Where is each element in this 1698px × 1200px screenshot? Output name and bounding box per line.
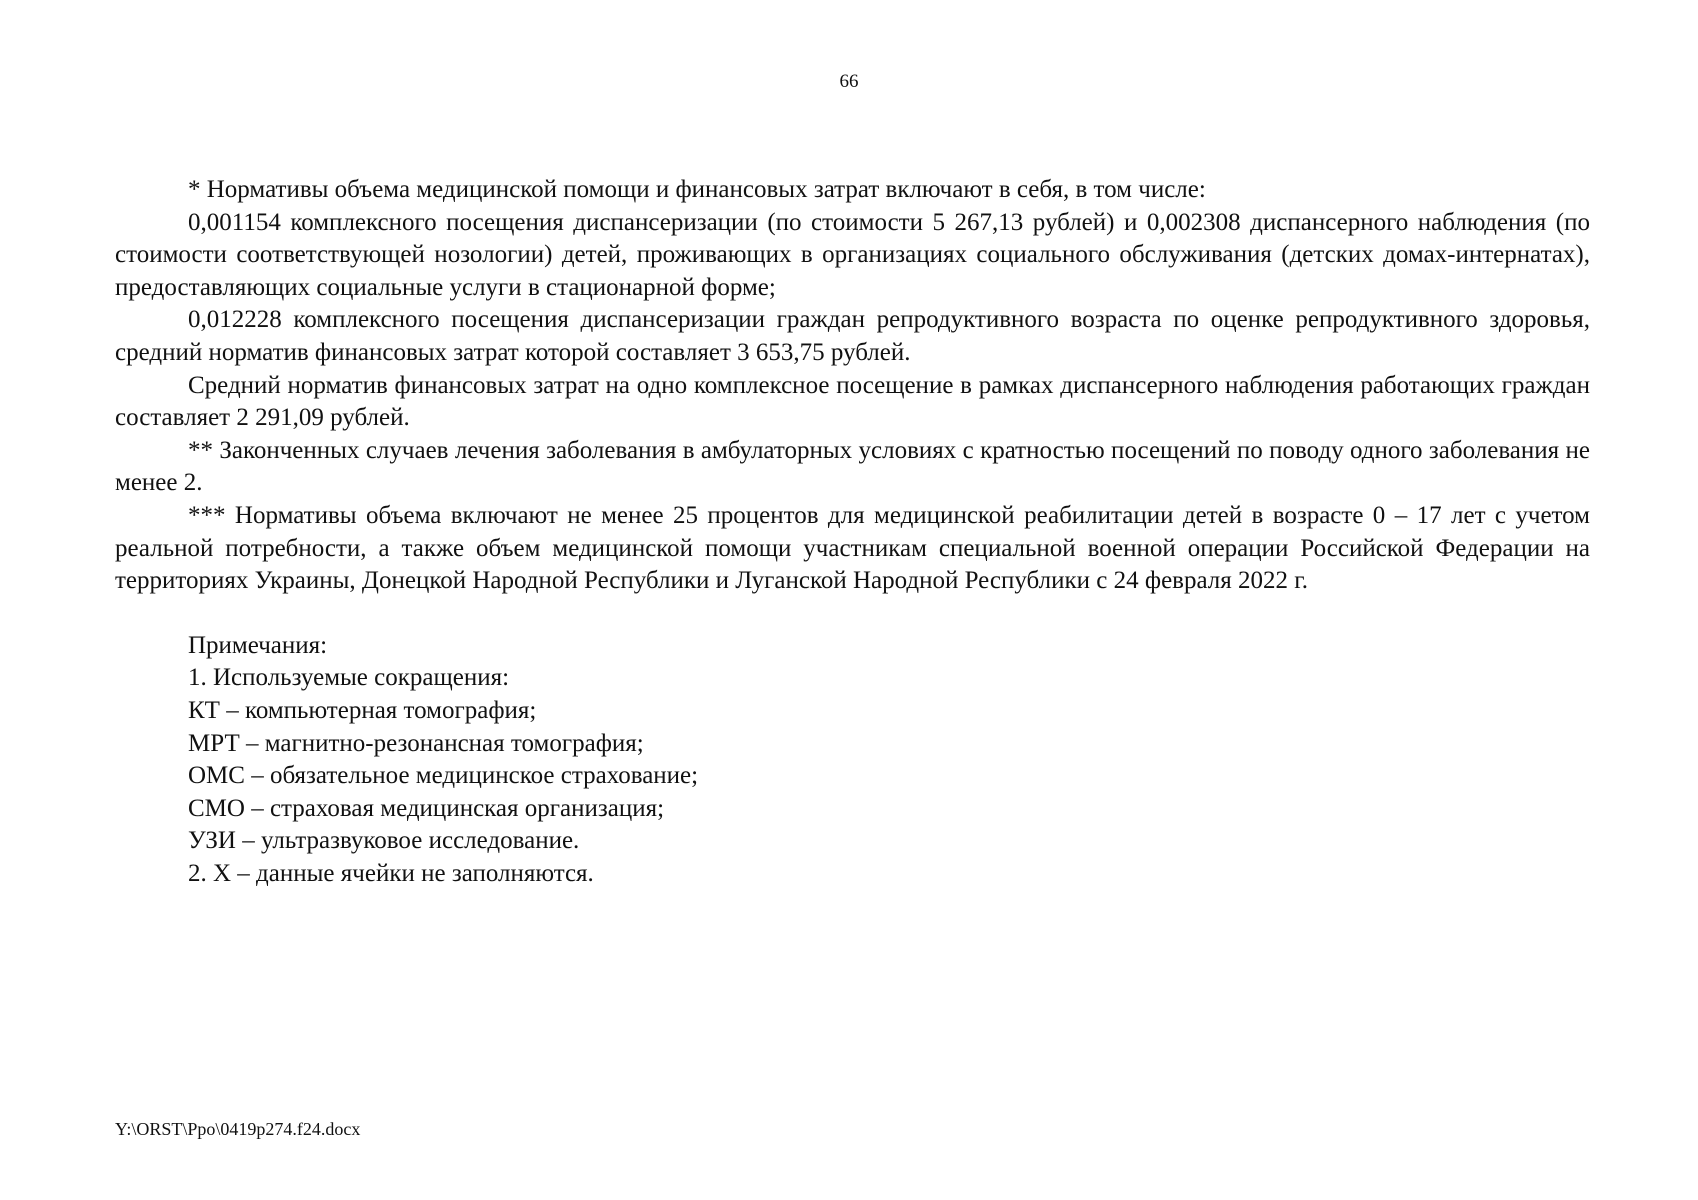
paragraph-intro: * Нормативы объема медицинской помощи и финансовых затрат включают в себя, в том числе: [188, 176, 1206, 203]
notes-title: Примечания: [188, 631, 328, 659]
document-body [115, 174, 1590, 890]
note-item: УЗИ – ультразвуковое исследование. [188, 827, 580, 855]
paragraph-average-cost: Средний норматив финансовых затрат на одно комплексное посещение в рамках диспансерного наблюдения работающих граждан составляет 2 291,09 рублей. [115, 371, 1590, 432]
paragraph-dispensary-children: 0,001154 комплексного посещения диспансеризации (по стоимости 5 267,13 рублей) и 0,002308 диспансерного наблюдения (по стоимости соответствующей нозологии) детей, проживающих в организациях социального обслуживания (детских домах-интернатах), предоставляющих социальные услуги в стационарной форме; [115, 208, 1590, 301]
note-item: ОМС – обязательное медицинское страхование; [188, 762, 699, 790]
paragraph-reproductive-health: 0,012228 комплексного посещения диспансеризации граждан репродуктивного возраста по оценке репродуктивного здоровья, средний норматив финансовых затрат которой составляет 3 653,75 рублей. [115, 306, 1590, 366]
paragraph-footnote-3: *** Нормативы объема включают не менее 25 процентов для медицинской реабилитации детей в возрасте 0 – 17 лет с учетом реальной потребности, а также объем медицинской помощи участникам специальной военной операции Российской Федерации на территориях Украины, Донецкой Народной Республики и Луганской Народной Республики с 24 февраля 2022 г. [115, 501, 1590, 595]
note-item: 1. Используемые сокращения: [188, 664, 510, 692]
note-item: МРТ – магнитно-резонансная томография; [188, 729, 644, 757]
footer-file-path: Y:\ORST\Ppo\0419p274.f24.docx [115, 1119, 361, 1139]
note-item: КТ – компьютерная томография; [188, 696, 537, 724]
section-gap [115, 598, 1590, 630]
page-number: 66 [839, 71, 859, 92]
notes-section [115, 630, 1590, 891]
note-item: СМО – страховая медицинская организация; [188, 794, 665, 822]
paragraph-footnote-2: ** Законченных случаев лечения заболевания в амбулаторных условиях с кратностью посещений по поводу одного заболевания не менее 2. [115, 436, 1590, 497]
note-item: 2. Х – данные ячейки не заполняются. [188, 859, 594, 887]
